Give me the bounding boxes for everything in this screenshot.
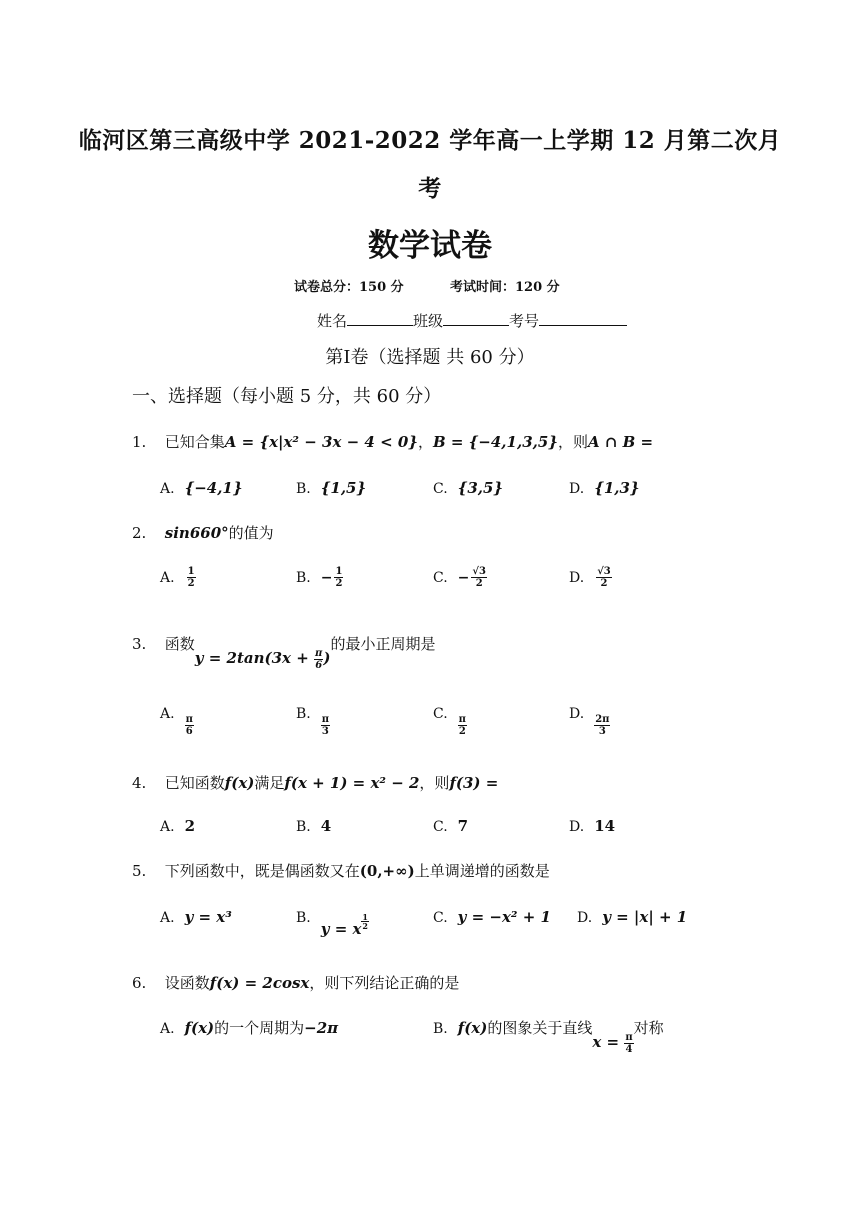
question-stem: 上单调递增的函数是 [414, 862, 550, 880]
exam-subject-title: 数学试卷 [368, 228, 492, 264]
denominator: 2 [475, 578, 483, 589]
option-c[interactable] [433, 702, 467, 737]
option-a[interactable] [160, 1017, 338, 1038]
option-d[interactable] [569, 479, 640, 497]
option-value: y = |x| + 1 [602, 908, 688, 926]
question-number: 6. [132, 974, 147, 992]
numerator: 1 [362, 911, 368, 922]
exponent-fraction [361, 913, 369, 930]
option-math: −2π [304, 1019, 339, 1037]
paper-title-line1: 临河区第三高级中学 2021-2022 学年高一上学期 12 月第二次月 [78, 127, 782, 154]
math-expression: f(x) = 2cosx [209, 974, 310, 992]
line-expression: x = [592, 1033, 625, 1051]
option-a[interactable] [160, 908, 232, 926]
option-label: B. [296, 705, 311, 722]
question-4 [132, 772, 498, 793]
option-text: 对称 [633, 1019, 664, 1037]
math-expression [194, 647, 331, 671]
question-stem: 已知合集 [164, 433, 225, 451]
denominator: 2 [187, 578, 195, 589]
option-b[interactable] [296, 817, 331, 835]
option-b[interactable] [296, 908, 369, 938]
option-label: A. [160, 481, 175, 497]
option-value: 7 [457, 817, 469, 835]
question-stem: 函数 [164, 635, 195, 653]
option-label: D. [569, 819, 585, 835]
numerator: π [625, 1031, 633, 1043]
question-number: 3. [132, 635, 147, 653]
question-2 [132, 522, 274, 543]
option-math [592, 1031, 633, 1055]
math-expression: f(x + 1) = x² − 2 [284, 774, 420, 792]
class-label: 班级 [413, 312, 444, 330]
fraction [187, 566, 196, 589]
question-5 [132, 860, 550, 881]
total-score: 试卷总分：150 分 [294, 280, 404, 295]
denominator: 3 [598, 726, 606, 737]
option-d[interactable] [569, 702, 610, 737]
option-value: y = x³ [184, 908, 232, 926]
math-expression: (0,+∞) [359, 862, 415, 880]
option-label: D. [577, 910, 593, 926]
question-1 [132, 431, 653, 452]
option-label: D. [569, 569, 585, 586]
question-stem: 设函数 [164, 974, 210, 992]
option-label: B. [433, 1021, 448, 1037]
option-text: 的图象关于直线 [487, 1019, 593, 1037]
function-expression: y = 2tan(3x + [194, 649, 315, 667]
fraction [596, 566, 612, 589]
option-label: D. [569, 481, 585, 497]
denominator: 4 [625, 1043, 633, 1055]
math-expression: f(x) [224, 774, 255, 792]
option-a[interactable] [160, 479, 243, 497]
fraction [321, 714, 330, 737]
fraction [458, 714, 467, 737]
option-value: {1,3} [594, 479, 640, 497]
denominator: 6 [315, 659, 323, 671]
option-value: y = −x² + 1 [457, 908, 551, 926]
numerator: √3 [597, 566, 611, 577]
name-label: 姓名 [317, 312, 348, 330]
paper-title-line2: 考 [418, 175, 442, 202]
option-label: A. [160, 569, 175, 586]
fraction [471, 566, 487, 589]
question-stem: ，则 [557, 433, 588, 451]
close-paren: ) [323, 649, 331, 667]
denominator: 2 [458, 726, 466, 737]
option-d[interactable] [569, 566, 612, 589]
denominator: 3 [321, 726, 329, 737]
option-b[interactable] [433, 1017, 664, 1055]
part-heading: 第Ⅰ卷（选择题 共 60 分） [325, 347, 535, 368]
option-c[interactable] [433, 817, 468, 835]
numerator: 1 [187, 566, 195, 577]
minus-sign: − [320, 569, 333, 586]
fraction [314, 648, 323, 671]
punctuation: ， [417, 433, 433, 451]
option-label: C. [433, 569, 448, 586]
student-info-row [317, 309, 627, 331]
math-expression: B = {−4,1,3,5} [432, 433, 558, 451]
option-label: C. [433, 819, 448, 835]
math-expression: f(3) = [449, 774, 499, 792]
question-stem: ，则 [419, 774, 450, 792]
minus-sign: − [457, 569, 470, 586]
option-a[interactable] [160, 817, 195, 835]
fraction [594, 714, 610, 737]
option-value: {−4,1} [184, 479, 243, 497]
fraction [185, 714, 194, 737]
question-stem: 的最小正周期是 [330, 635, 436, 653]
denominator: 2 [335, 578, 343, 589]
option-label: D. [569, 705, 585, 722]
option-d[interactable] [577, 908, 687, 926]
math-expression: sin660° [164, 524, 229, 542]
option-math: f(x) [457, 1019, 488, 1037]
numerator: 1 [335, 566, 343, 577]
option-label: B. [296, 819, 311, 835]
section-heading: 一、选择题（每小题 5 分，共 60 分） [132, 386, 442, 407]
option-b[interactable] [296, 479, 366, 497]
question-stem: 满足 [254, 774, 285, 792]
exam-time: 考试时间：120 分 [450, 280, 560, 295]
option-value: {3,5} [457, 479, 504, 497]
option-c[interactable] [433, 479, 503, 497]
option-label: A. [160, 819, 175, 835]
base-expression: y = x [320, 920, 362, 938]
denominator: 6 [185, 726, 193, 737]
question-number: 5. [132, 862, 147, 880]
question-3 [132, 633, 436, 671]
option-label: C. [433, 910, 448, 926]
question-number: 2. [132, 524, 147, 542]
option-label: C. [433, 481, 448, 497]
option-label: A. [160, 1021, 175, 1037]
question-number: 1. [132, 433, 147, 451]
option-a[interactable] [160, 702, 194, 737]
math-expression: A = {x|x² − 3x − 4 < 0} [224, 433, 418, 451]
question-stem: 下列函数中，既是偶函数又在 [164, 862, 360, 880]
numerator: 2π [595, 714, 610, 725]
question-stem: 已知函数 [164, 774, 225, 792]
denominator: 2 [600, 578, 608, 589]
option-value: 2 [184, 817, 195, 835]
option-c[interactable] [433, 566, 487, 589]
option-value: {1,5} [320, 479, 367, 497]
option-label: A. [160, 910, 175, 926]
numerator: π [321, 714, 330, 725]
option-b[interactable] [296, 702, 330, 737]
denominator: 2 [362, 920, 368, 931]
option-label: B. [296, 481, 311, 497]
numerator: π [185, 714, 193, 725]
question-number: 4. [132, 774, 147, 792]
option-value: 14 [594, 817, 616, 835]
option-text: 的一个周期为 [214, 1019, 305, 1037]
option-label: B. [296, 910, 311, 926]
question-stem: ，则下列结论正确的是 [309, 974, 460, 992]
id-label: 考号 [509, 312, 540, 330]
numerator: √3 [472, 566, 486, 577]
option-d[interactable] [569, 817, 615, 835]
option-label: A. [160, 705, 175, 722]
numerator: π [458, 714, 466, 725]
math-expression: A ∩ B = [587, 433, 654, 451]
class-blank[interactable] [443, 309, 509, 326]
question-6 [132, 972, 459, 993]
id-blank[interactable] [539, 309, 627, 326]
question-stem: 的值为 [228, 524, 274, 542]
option-a[interactable] [160, 566, 196, 589]
fraction [334, 566, 343, 589]
numerator: π [315, 647, 323, 659]
option-b[interactable] [296, 566, 343, 589]
option-math: f(x) [184, 1019, 215, 1037]
option-label: B. [296, 569, 311, 586]
name-blank[interactable] [347, 309, 413, 326]
option-value: 4 [320, 817, 332, 835]
option-c[interactable] [433, 908, 551, 926]
fraction [624, 1032, 633, 1055]
option-label: C. [433, 705, 448, 722]
option-value [320, 911, 369, 938]
